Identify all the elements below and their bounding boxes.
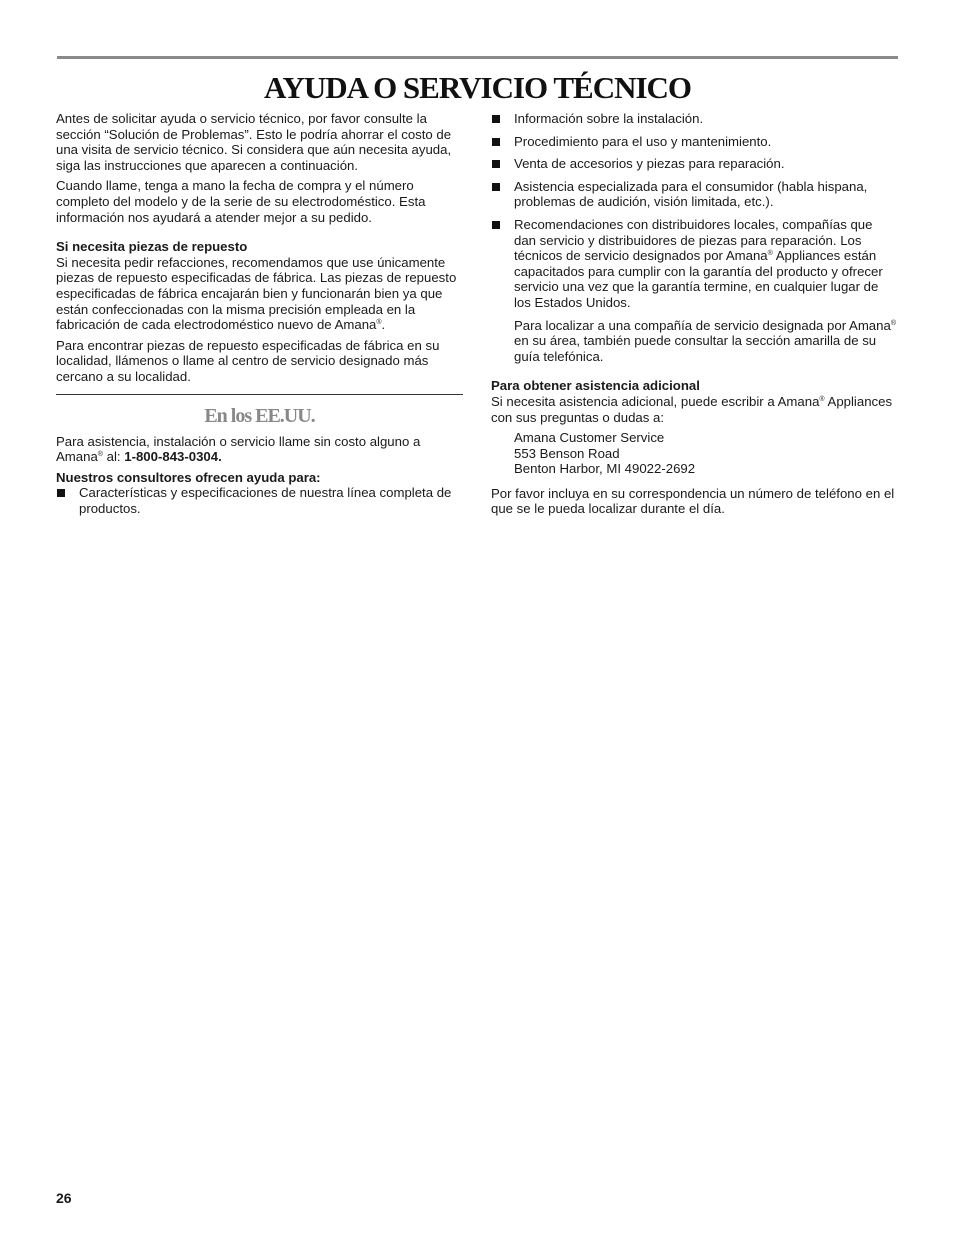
parts-heading: Si necesita piezas de repuesto — [56, 239, 248, 255]
closing-paragraph: Por favor incluya en su correspondencia un número de teléfono en el que se le pueda localizar durante el día. — [491, 485, 895, 517]
services-list — [491, 111, 898, 311]
square-bullet-icon — [492, 138, 500, 146]
left-column — [56, 111, 463, 523]
registered-mark: ® — [819, 395, 825, 403]
list-item: Recomendaciones con distribuidores locales, compañías que dan servicio y distribuidores de piezas para reparación. Los técnicos de servicio designados por Amana® Appliances están capacitados para cumplir con la garantía del producto y ofrecer servicio una vez que la garantía termine, en cualquier lugar de los Estados Unidos. — [491, 217, 898, 311]
registered-mark: ® — [97, 451, 103, 459]
intro-paragraph-2: Cuando llame, tenga a mano la fecha de compra y el número completo del modelo y de la serie de su electrodoméstico. Esta información nos ayudará a atender mejor a su pedido. — [56, 178, 426, 225]
us-heading: En los EE.UU. — [204, 404, 315, 427]
us-paragraph: Para asistencia, instalación o servicio llame sin costo alguno a Amana® al: 1-800-843-0304. — [56, 433, 421, 465]
registered-mark: ® — [376, 319, 382, 327]
address-line: Benton Harbor, MI 49022-2692 — [514, 461, 696, 477]
consultants-list — [56, 485, 463, 516]
phone-number: 1-800-843-0304. — [124, 449, 222, 465]
page-title: AYUDA O SERVICIO TÉCNICO — [263, 70, 692, 105]
address-line: Amana Customer Service — [514, 430, 665, 446]
list-item: Venta de accesorios y piezas para reparación. — [491, 156, 898, 172]
list-item: Asistencia especializada para el consumidor (habla hispana, problemas de audición, visión limitada, etc.). — [491, 179, 898, 210]
additional-help-heading: Para obtener asistencia adicional — [491, 378, 700, 394]
intro-paragraph-1: Antes de solicitar ayuda o servicio técnico, por favor consulte la sección “Solución de Problemas”. Esto le podría ahorrar el costo de una visita de servicio técnico. Si considera que aún necesita ayuda, siga las instrucciones que aparecen a continuación. — [56, 111, 452, 173]
registered-mark: ® — [767, 250, 773, 258]
right-column — [491, 111, 898, 522]
address-line: 553 Benson Road — [514, 445, 620, 461]
list-item: Procedimiento para el uso y mantenimiento. — [491, 134, 898, 150]
parts-paragraph-2: Para encontrar piezas de repuesto especificadas de fábrica en su localidad, llámenos o llame al centro de servicio designado más cercano a su localidad. — [56, 337, 440, 384]
square-bullet-icon — [492, 160, 500, 168]
section-divider — [56, 394, 463, 395]
list-item: Información sobre la instalación. — [491, 111, 898, 127]
parts-paragraph-1: Si necesita pedir refacciones, recomendamos que use únicamente piezas de repuesto especificadas de fábrica. Las piezas de repuesto especificadas de fábrica encajarán bien y funcionarán bien ya que están confeccionadas con la misma precisión empleada en la fabricación de cada electrodoméstico nuevo de Amana®. — [56, 254, 457, 333]
square-bullet-icon — [492, 221, 500, 229]
square-bullet-icon — [492, 115, 500, 123]
consultants-heading: Nuestros consultores ofrecen ayuda para: — [56, 469, 321, 485]
list-item: Características y especificaciones de nuestra línea completa de productos. — [56, 485, 463, 516]
mailing-address — [491, 430, 898, 477]
additional-help-paragraph: Si necesita asistencia adicional, puede escribir a Amana® Appliances con sus preguntas o dudas a: — [491, 393, 893, 425]
locate-paragraph: Para localizar a una compañía de servicio designada por Amana® en su área, también puede consultar la sección amarilla de su guía telefónica. — [514, 317, 896, 364]
top-rule — [57, 56, 898, 59]
page-number: 26 — [56, 1190, 72, 1206]
square-bullet-icon — [57, 489, 65, 497]
registered-mark: ® — [890, 319, 896, 327]
square-bullet-icon — [492, 183, 500, 191]
